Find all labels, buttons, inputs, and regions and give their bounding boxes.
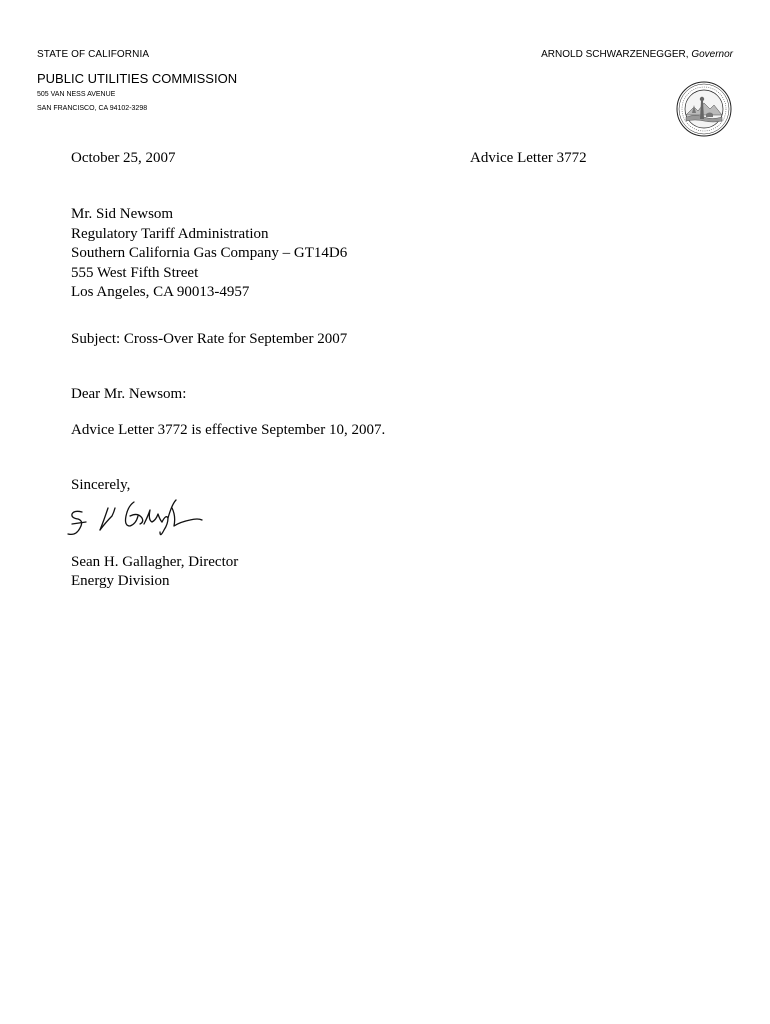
recipient-line: Regulatory Tariff Administration: [71, 225, 269, 242]
california-state-seal-icon: [676, 81, 732, 137]
letterhead-address-line2: SAN FRANCISCO, CA 94102-3298: [37, 105, 148, 112]
letterhead-commission: PUBLIC UTILITIES COMMISSION: [37, 71, 238, 86]
letterhead-address-line1: 505 VAN NESS AVENUE: [37, 91, 116, 98]
handwritten-signature-icon: [60, 494, 210, 549]
signer-block: [71, 553, 238, 591]
recipient-line: Mr. Sid Newsom: [71, 206, 174, 222]
recipient-line: Los Angeles, CA 90013-4957: [71, 284, 250, 300]
governor-title: Governor: [691, 49, 733, 60]
governor-name: ARNOLD SCHWARZENEGGER,: [541, 49, 692, 60]
letterhead-state: STATE OF CALIFORNIA: [37, 49, 150, 60]
recipient-line: 555 West Fifth Street: [71, 264, 199, 281]
letter-subject: Subject: Cross-Over Rate for September 2007: [71, 331, 348, 347]
signer-division: Energy Division: [71, 573, 170, 589]
recipient-address: [71, 205, 347, 303]
letter-date: October 25, 2007: [71, 150, 176, 166]
recipient-line: Southern California Gas Company – GT14D6: [71, 245, 348, 261]
letter-salutation: Dear Mr. Newsom:: [71, 386, 187, 402]
signer-name: Sean H. Gallagher, Director: [71, 554, 239, 570]
letterhead-governor: [541, 49, 733, 60]
letter-body: Advice Letter 3772 is effective September 10, 2007.: [71, 422, 386, 438]
advice-letter-reference: Advice Letter 3772: [470, 150, 587, 166]
letter-closing: Sincerely,: [71, 477, 131, 493]
